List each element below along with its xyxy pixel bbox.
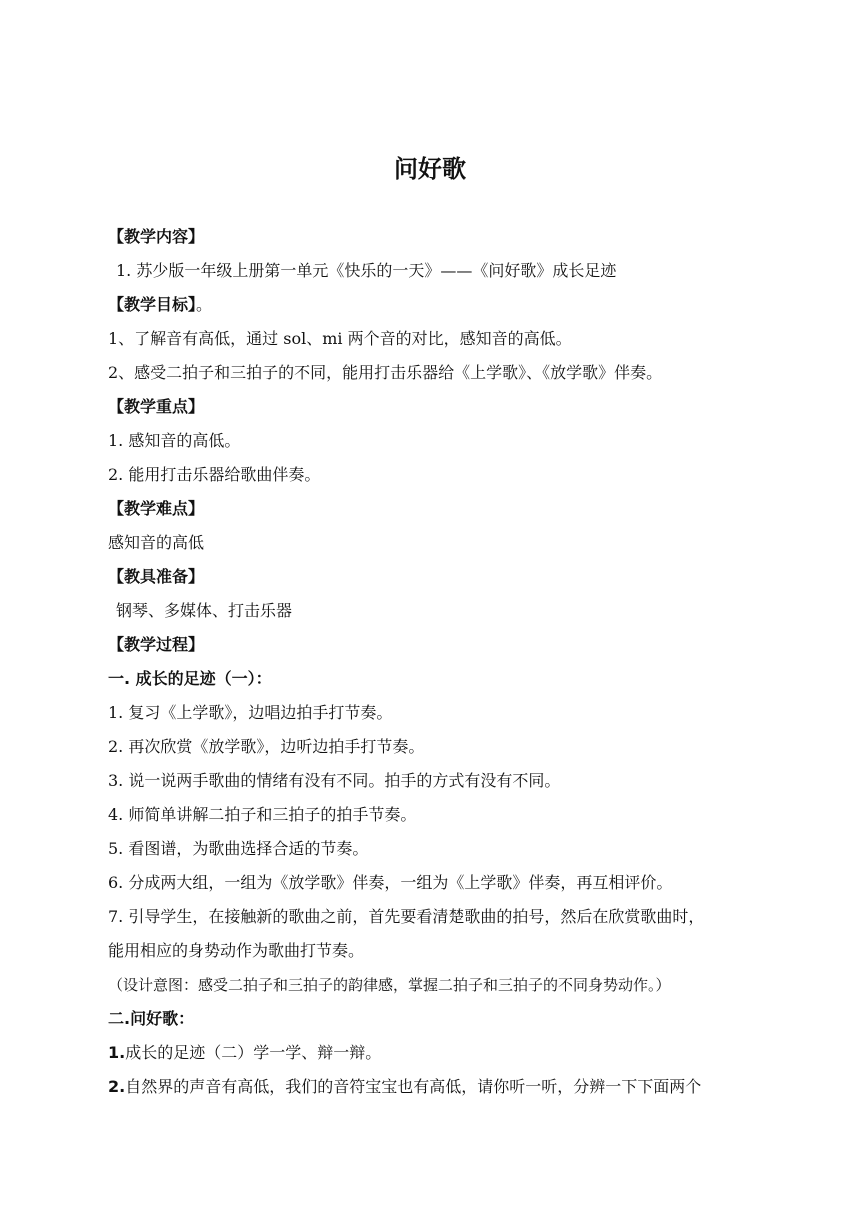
part2-item-1 — [108, 1042, 381, 1064]
goal-item-1: 1、了解音有高低，通过 sol、mi 两个音的对比，感知音的高低。 — [108, 329, 572, 348]
key-point-item-1: 1. 感知音的高低。 — [108, 431, 241, 450]
process-step-5: 5. 看图谱，为歌曲选择合适的节奏。 — [108, 839, 369, 858]
difficulty-item-1: 感知音的高低 — [108, 533, 205, 552]
design-note: （设计意图：感受二拍子和三拍子的韵律感，掌握二拍子和三拍子的不同身势动作。） — [108, 976, 671, 994]
process-step-4: 4. 师简单讲解二拍子和三拍子的拍手节奏。 — [108, 805, 417, 824]
section-heading-difficulties: 【教学难点】 — [108, 499, 205, 518]
materials-item-1: 钢琴、多媒体、打击乐器 — [116, 601, 293, 620]
process-step-6: 6. 分成两大组，一组为《放学歌》伴奏，一组为《上学歌》伴奏，再互相评价。 — [108, 873, 673, 892]
section-heading-process: 【教学过程】 — [108, 635, 205, 654]
section-heading-goals: 【教学目标】 — [108, 295, 197, 314]
content-item-1: 1. 苏少版一年级上册第一单元《快乐的一天》——《问好歌》成长足迹 — [116, 261, 617, 280]
part2-item-2-number: 2. — [108, 1077, 126, 1096]
process-step-2: 2. 再次欣赏《放学歌》，边听边拍手打节奏。 — [108, 737, 425, 756]
process-step-3: 3. 说一说两手歌曲的情绪有没有不同。拍手的方式有没有不同。 — [108, 771, 561, 790]
goal-item-2: 2、感受二拍子和三拍子的不同，能用打击乐器给《上学歌》、《放学歌》伴奏。 — [108, 363, 663, 382]
part2-item-2 — [108, 1076, 701, 1098]
section-heading-key-points: 【教学重点】 — [108, 397, 205, 416]
process-part1-heading: 一. 成长的足迹（一）： — [108, 669, 272, 688]
process-step-7-continued: 能用相应的身势动作为歌曲打节奏。 — [108, 941, 365, 960]
process-step-7: 7. 引导学生，在接触新的歌曲之前，首先要看清楚歌曲的拍号，然后在欣赏歌曲时， — [108, 907, 705, 926]
section-heading-materials: 【教具准备】 — [108, 567, 205, 586]
process-part2-heading: 二.问好歌： — [108, 1009, 195, 1028]
process-step-1: 1. 复习《上学歌》，边唱边拍手打节奏。 — [108, 703, 393, 722]
section-heading-goals-line — [108, 294, 212, 316]
section-heading-content: 【教学内容】 — [108, 227, 205, 246]
part2-item-1-number: 1. — [108, 1043, 126, 1062]
part2-item-2-text: 自然界的声音有高低，我们的音符宝宝也有高低，请你听一听，分辨一下下面两个 — [125, 1077, 702, 1096]
section-heading-goals-tail: 。 — [196, 295, 213, 314]
key-point-item-2: 2. 能用打击乐器给歌曲伴奏。 — [108, 465, 321, 484]
document-title: 问好歌 — [394, 155, 466, 183]
part2-item-1-text: 成长的足迹（二）学一学、辩一辩。 — [125, 1043, 382, 1062]
